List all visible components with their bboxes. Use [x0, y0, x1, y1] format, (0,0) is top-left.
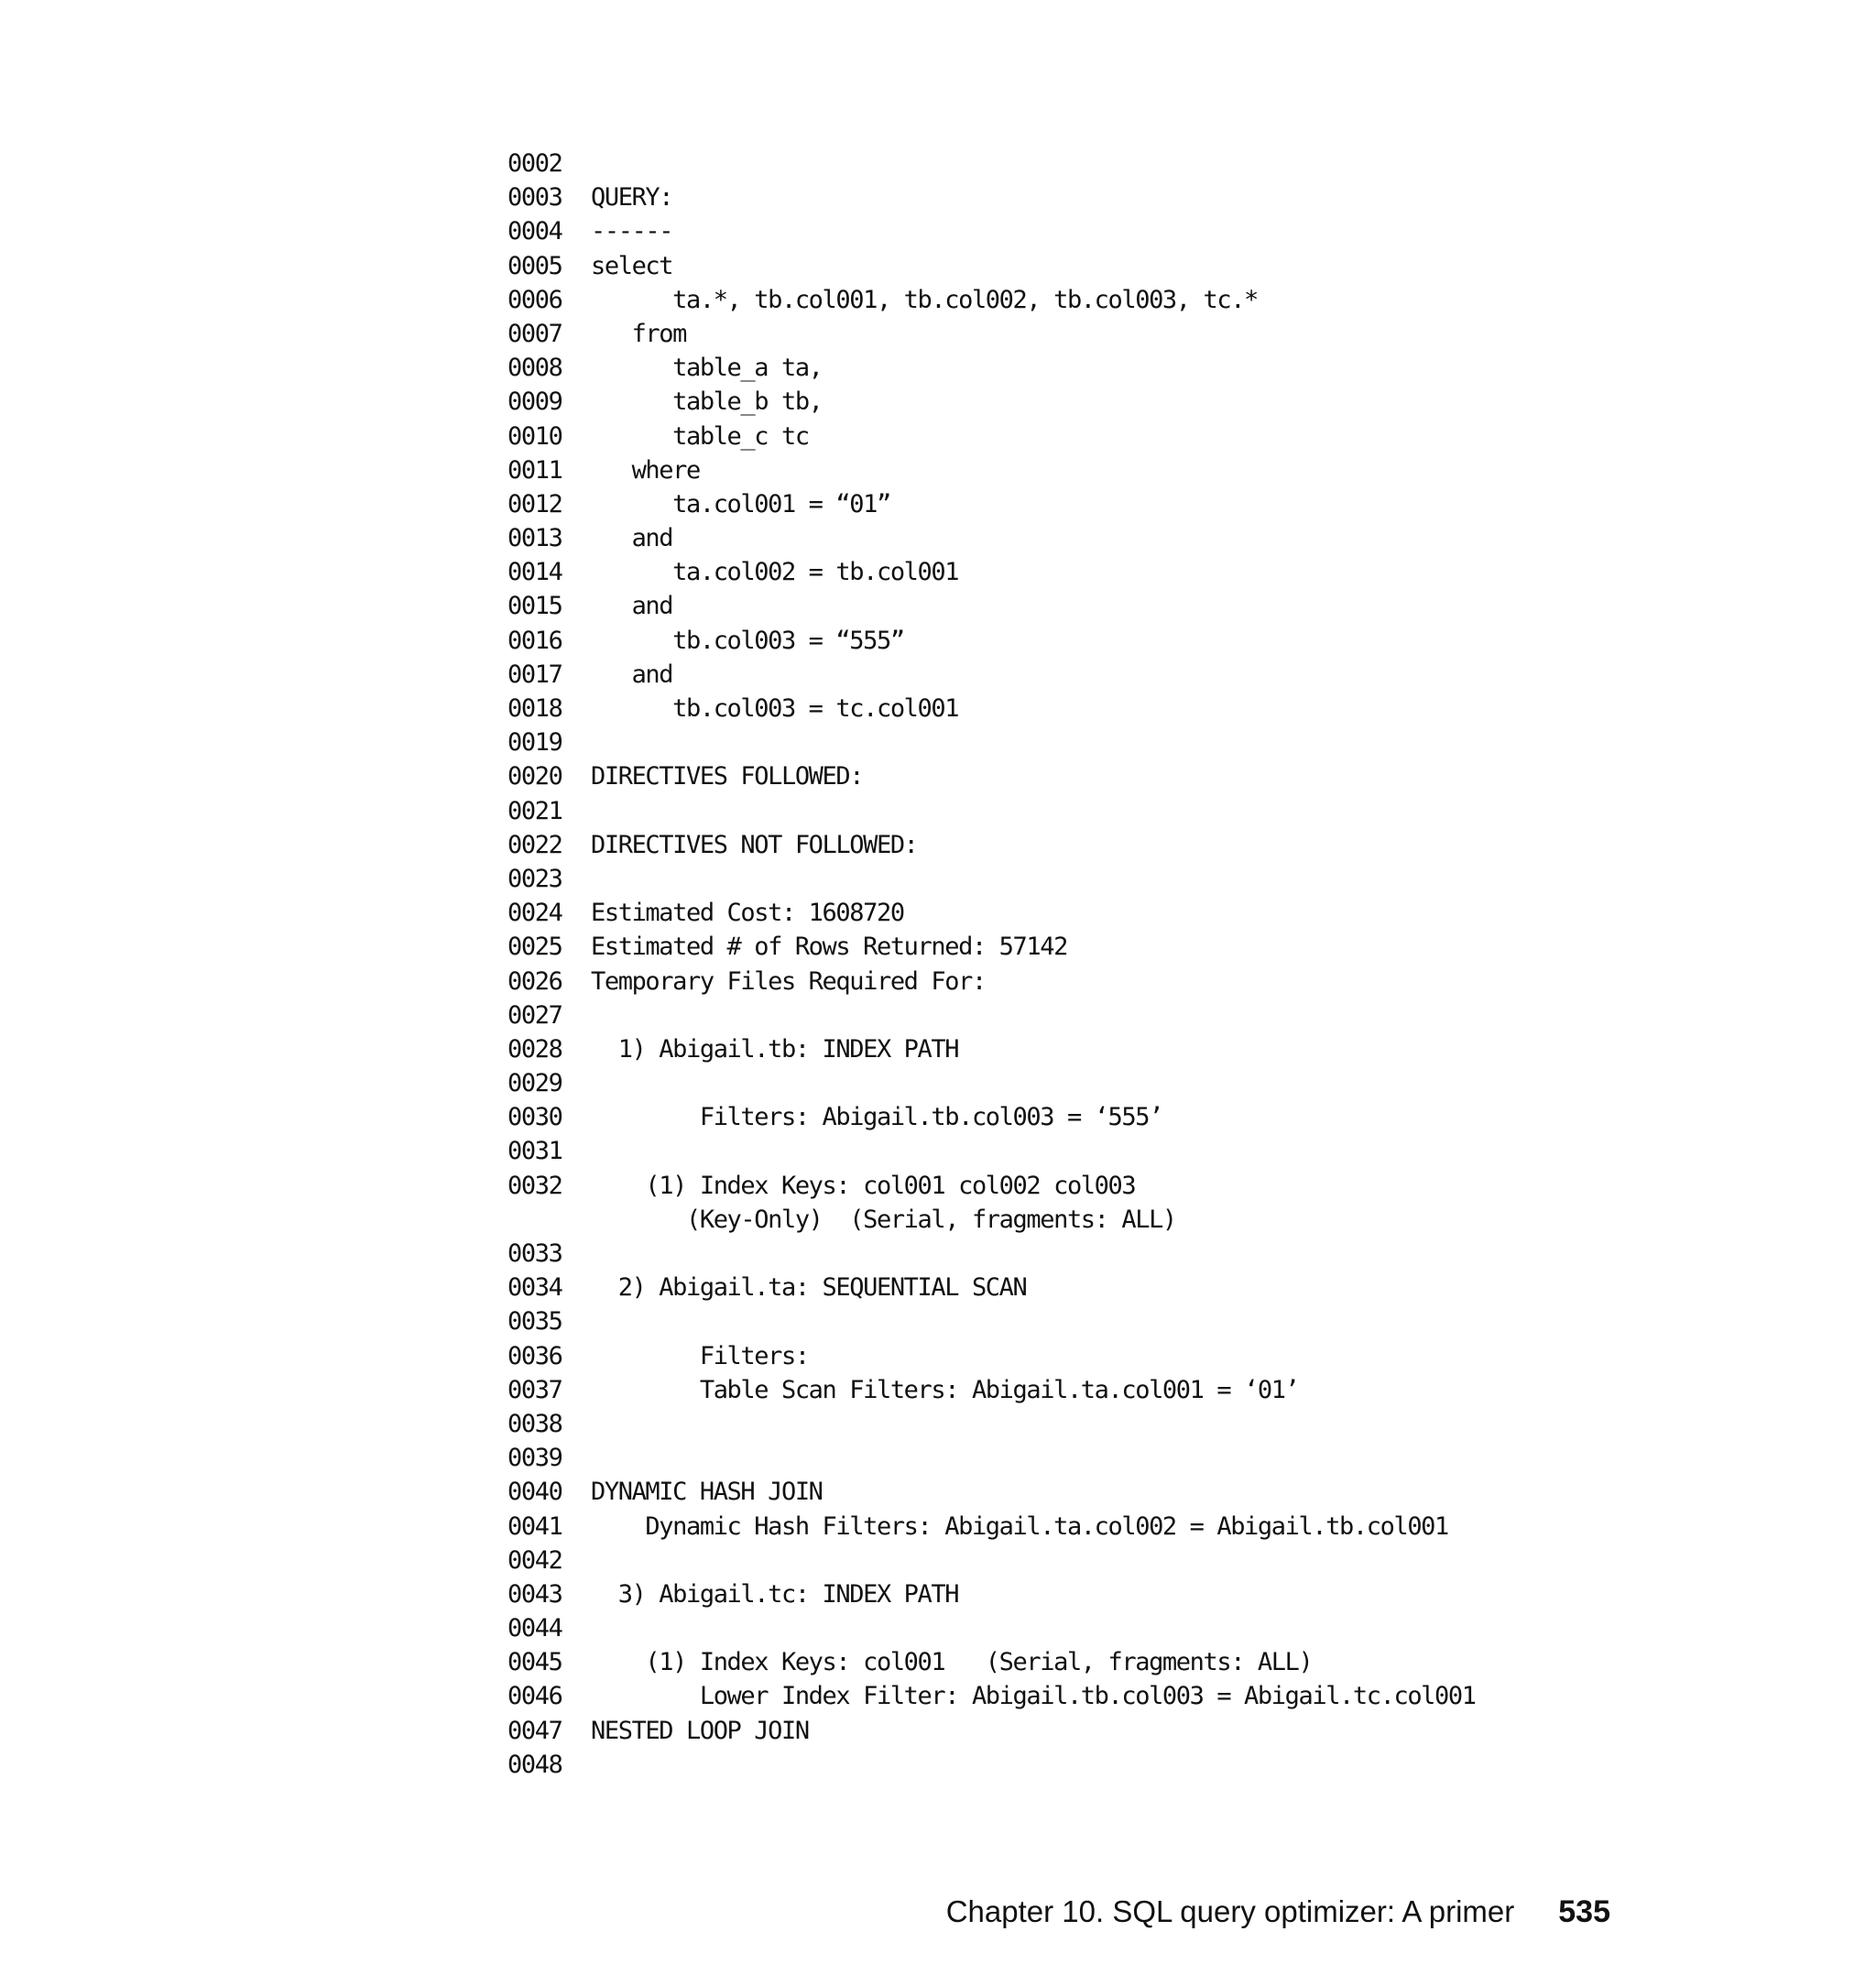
code-line: [507, 1679, 1476, 1713]
code-line: [507, 726, 1476, 759]
line-number: 0032: [507, 1171, 562, 1200]
line-text: DIRECTIVES NOT FOLLOWED:: [591, 830, 918, 859]
line-number: 0044: [507, 1614, 562, 1643]
line-number: 0042: [507, 1545, 562, 1575]
line-number: [507, 1203, 591, 1237]
code-line: [507, 624, 1476, 658]
code-line: [507, 1577, 1476, 1611]
line-number: 0011: [507, 455, 562, 485]
line-text: Dynamic Hash Filters: Abigail.ta.col002 = Abigail.tb.col001: [591, 1511, 1448, 1541]
line-number: 0023: [507, 864, 562, 893]
code-line: [507, 147, 1476, 180]
line-text: 3) Abigail.tc: INDEX PATH: [591, 1579, 959, 1609]
line-text: ta.col002 = tb.col001: [591, 558, 959, 587]
code-line: [507, 998, 1476, 1032]
code-line: [507, 589, 1476, 623]
code-line: [507, 862, 1476, 896]
line-number: 0019: [507, 728, 562, 758]
code-line: [507, 283, 1476, 317]
code-line: [507, 555, 1476, 589]
line-number: 0016: [507, 626, 562, 655]
line-text: Estimated # of Rows Returned: 57142: [591, 933, 1067, 962]
line-text: 2) Abigail.ta: SEQUENTIAL SCAN: [591, 1273, 1027, 1303]
line-number: 0002: [507, 149, 562, 178]
code-line: [507, 1032, 1476, 1066]
code-line: [507, 1339, 1476, 1373]
line-text: NESTED LOOP JOIN: [591, 1716, 809, 1745]
code-line: [507, 828, 1476, 862]
line-number: 0037: [507, 1375, 562, 1404]
line-number: 0024: [507, 899, 562, 928]
code-line: [507, 1611, 1476, 1645]
line-number: 0039: [507, 1444, 562, 1473]
line-text: DIRECTIVES FOLLOWED:: [591, 762, 864, 791]
line-number: 0021: [507, 796, 562, 825]
code-line: [507, 351, 1476, 385]
code-line: [507, 487, 1476, 521]
line-number: 0035: [507, 1307, 562, 1337]
code-line: [507, 385, 1476, 419]
line-number: 0046: [507, 1682, 562, 1711]
line-text: table_a ta,: [591, 354, 823, 383]
line-number: 0045: [507, 1648, 562, 1677]
line-number: 0041: [507, 1511, 562, 1541]
page-footer: [946, 1894, 1610, 1930]
code-line: [507, 1373, 1476, 1407]
code-line: [507, 658, 1476, 692]
code-line: [507, 249, 1476, 283]
line-number: 0008: [507, 354, 562, 383]
line-text: (1) Index Keys: col001 (Serial, fragments: ALL): [591, 1648, 1313, 1677]
code-line: [507, 317, 1476, 351]
line-number: 0018: [507, 694, 562, 723]
code-line: [507, 180, 1476, 214]
line-text: tb.col003 = “555”: [591, 626, 904, 655]
line-text: from: [591, 319, 686, 348]
line-number: 0048: [507, 1750, 562, 1779]
line-number: 0034: [507, 1273, 562, 1303]
line-number: 0036: [507, 1341, 562, 1370]
code-line: [507, 692, 1476, 726]
line-text: where: [591, 455, 700, 485]
code-line: [507, 1475, 1476, 1509]
line-number: 0007: [507, 319, 562, 348]
line-text: and: [591, 592, 673, 621]
line-text: and: [591, 524, 673, 553]
line-number: 0043: [507, 1579, 562, 1609]
line-number: 0020: [507, 762, 562, 791]
code-line: [507, 759, 1476, 793]
line-number: 0030: [507, 1103, 562, 1132]
line-number: 0047: [507, 1716, 562, 1745]
code-line: [507, 1271, 1476, 1304]
code-line: [507, 1237, 1476, 1271]
code-line: [507, 1066, 1476, 1100]
line-text: Filters: Abigail.tb.col003 = ‘555’: [591, 1103, 1162, 1132]
line-number: 0014: [507, 558, 562, 587]
line-number: 0012: [507, 489, 562, 518]
code-line: [507, 965, 1476, 998]
line-number: 0029: [507, 1069, 562, 1098]
code-line: [507, 1714, 1476, 1748]
line-number: 0026: [507, 966, 562, 996]
code-line: [507, 1544, 1476, 1577]
line-text: table_c tc: [591, 421, 809, 451]
code-line: [507, 1169, 1476, 1203]
line-number: 0005: [507, 251, 562, 280]
code-line: [507, 896, 1476, 930]
line-text: ta.col001 = “01”: [591, 489, 890, 518]
page-number: 535: [1558, 1894, 1610, 1929]
line-text: Table Scan Filters: Abigail.ta.col001 = ‘01’: [591, 1375, 1299, 1404]
line-number: 0038: [507, 1409, 562, 1438]
line-text: 1) Abigail.tb: INDEX PATH: [591, 1034, 959, 1064]
line-text: tb.col003 = tc.col001: [591, 694, 959, 723]
line-text: table_b tb,: [591, 387, 823, 417]
line-number: 0031: [507, 1137, 562, 1166]
line-text: (Key-Only) (Serial, fragments: ALL): [591, 1205, 1176, 1234]
code-line: [507, 1407, 1476, 1441]
code-line: [507, 1304, 1476, 1338]
line-text: Temporary Files Required For:: [591, 966, 986, 996]
line-number: 0040: [507, 1478, 562, 1507]
code-line: [507, 1100, 1476, 1134]
line-number: 0028: [507, 1034, 562, 1064]
code-line: [507, 1203, 1476, 1237]
line-number: 0025: [507, 933, 562, 962]
line-number: 0010: [507, 421, 562, 451]
code-line: [507, 1510, 1476, 1544]
code-line: [507, 1645, 1476, 1679]
line-text: ------: [591, 217, 673, 246]
code-line: [507, 214, 1476, 248]
line-text: Lower Index Filter: Abigail.tb.col003 = Abigail.tc.col001: [591, 1682, 1476, 1711]
line-text: select: [591, 251, 673, 280]
code-line: [507, 1134, 1476, 1168]
code-line: [507, 420, 1476, 453]
line-text: DYNAMIC HASH JOIN: [591, 1478, 823, 1507]
line-text: QUERY:: [591, 183, 673, 213]
line-text: and: [591, 660, 673, 689]
chapter-title: Chapter 10. SQL query optimizer: A primer: [945, 1894, 1515, 1928]
code-line: [507, 1748, 1476, 1782]
line-text: (1) Index Keys: col001 col002 col003: [591, 1171, 1136, 1200]
line-number: 0003: [507, 183, 562, 213]
code-line: [507, 794, 1476, 828]
line-text: Estimated Cost: 1608720: [591, 899, 904, 928]
code-line: [507, 453, 1476, 487]
line-text: Filters:: [591, 1341, 809, 1370]
code-line: [507, 1441, 1476, 1475]
line-number: 0006: [507, 285, 562, 314]
code-line: [507, 930, 1476, 964]
line-number: 0013: [507, 524, 562, 553]
line-text: ta.*, tb.col001, tb.col002, tb.col003, tc.*: [591, 285, 1258, 314]
code-listing: [507, 147, 1476, 1782]
line-number: 0015: [507, 592, 562, 621]
line-number: 0004: [507, 217, 562, 246]
line-number: 0009: [507, 387, 562, 417]
code-line: [507, 521, 1476, 555]
line-number: 0033: [507, 1239, 562, 1268]
line-number: 0022: [507, 830, 562, 859]
line-number: 0027: [507, 1000, 562, 1030]
line-number: 0017: [507, 660, 562, 689]
